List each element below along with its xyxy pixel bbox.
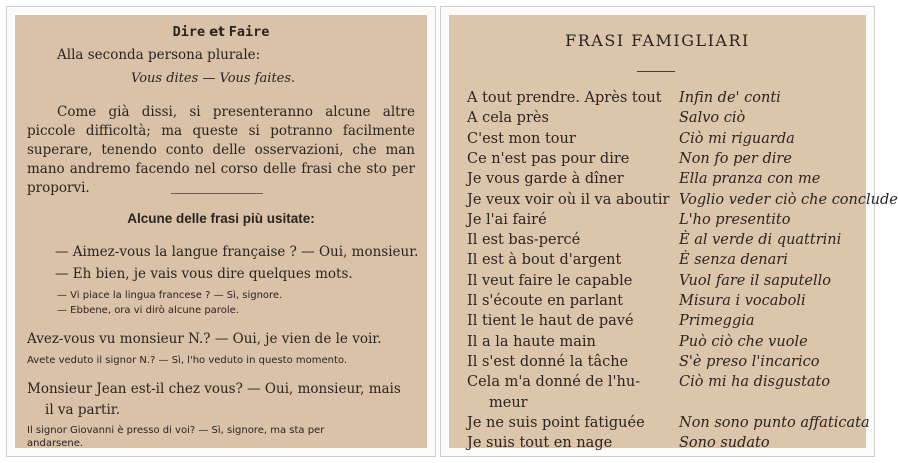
phrase-row [449, 313, 866, 333]
title-part-et: et [209, 24, 225, 40]
example-line: Vous dites — Vous faites. [131, 71, 296, 86]
phrase-french: Je l'ai fairé [467, 211, 547, 228]
phrase-italian: Può ciò che vuole [679, 333, 808, 350]
phrase-row [449, 273, 866, 293]
phrase-row [449, 131, 866, 151]
intro-paragraph: Come già dissi, si presenteranno alcune altre piccole difficoltà; ma queste si potranno facilmente superare, tenendo conto delle osservazioni, che man mano andremo facendo nel corso delle frasi che sto per proporvi. [27, 104, 415, 196]
phrase-french: Je veux voir où il va aboutir [467, 191, 670, 208]
dialogue1-fr-2: — Eh bien, je vais vous dire quelques mots. [55, 266, 353, 282]
intro-line: Alla seconda persona plurale: [57, 47, 261, 63]
phrase-french: A tout prendre. Après tout [467, 90, 662, 106]
phrase-italian: Sono sudato [679, 435, 770, 452]
phrase-italian: Vuol fare il saputello [679, 272, 831, 289]
phrase-italian: È senza denari [679, 252, 788, 269]
subheading: Alcune delle frasi più usitate: [127, 211, 315, 226]
phrase-italian: Voglio veder ciò che conclude [679, 191, 898, 208]
left-page-frame [6, 6, 436, 457]
phrase-french: Il tient le haut de pavé [467, 313, 634, 330]
phrase-french: Il veut faire le capable [467, 272, 633, 289]
phrase-french: Il est à bout d'argent [467, 252, 622, 269]
dialogue1-fr-1: — Aimez-vous la langue française ? — Oui, monsieur. [55, 244, 419, 260]
phrase-row [449, 151, 866, 171]
phrase-row [449, 252, 866, 272]
phrase-italian: Non fo per dire [679, 150, 792, 167]
dialogue1-it-2: — Ebbene, ora vi dirò alcune parole. [57, 305, 239, 316]
title-divider [637, 71, 675, 72]
phrase-french: C'est mon tour [467, 130, 576, 147]
title-part-faire: Faire [228, 24, 270, 40]
phrase-italian: Ciò mi ha disgustato [679, 374, 831, 391]
phrase-row [449, 212, 866, 232]
phrase-row [449, 374, 866, 394]
dialogue3-it-2: andarsene. [27, 438, 84, 449]
phrase-row [449, 414, 870, 435]
phrase-row [449, 395, 866, 415]
dialogue3-fr-1: Monsieur Jean est-il chez vous? — Oui, monsieur, mais [27, 381, 401, 397]
right-page [449, 15, 898, 452]
phrase-row [449, 354, 866, 374]
section-divider [171, 193, 263, 194]
phrase-row [449, 232, 866, 252]
phrase-row [449, 435, 866, 455]
phrase-row [449, 293, 866, 313]
dialogue3-it-1: Il signor Giovanni è presso di voi? — Sì, signore, ma sta per [27, 425, 325, 436]
dialogue2-it: Avete veduto il signor N.? — Sì, l'ho veduto in questo momento. [27, 355, 348, 366]
phrase-french: Il s'est donné la tâche [467, 353, 629, 370]
phrase-italian: Ciò mi riguarda [679, 130, 795, 147]
phrase-italian: Infin de' conti [679, 90, 781, 106]
phrase-french: A cela près [467, 110, 549, 127]
phrase-row [449, 171, 866, 191]
phrase-french: Il a la haute main [467, 333, 596, 350]
phrase-french: Cela m'a donné de l'hu- [467, 374, 641, 391]
phrase-italian: L'ho presentito [679, 211, 791, 228]
phrase-row [449, 110, 866, 130]
phrase-italian: Ella pranza con me [679, 171, 821, 188]
phrase-italian: S'è preso l'incarico [679, 353, 820, 370]
phrase-french: Je suis tout en nage [467, 435, 613, 452]
phrase-row [449, 191, 898, 212]
dialogue1-it-1: — Vi piace la lingua francese ? — Sì, signore. [57, 290, 283, 301]
section-title [15, 24, 427, 40]
phrase-french: Je ne suis point fatiguée [467, 414, 645, 431]
phrase-italian: Misura i vocaboli [679, 293, 806, 309]
phrase-row [449, 90, 866, 110]
page-title: FRASI FAMIGLIARI [565, 31, 750, 50]
phrase-french: meur [489, 394, 528, 411]
phrase-french: Il s'écoute en parlant [467, 293, 624, 309]
phrase-italian: Non sono punto affaticata [679, 414, 870, 431]
title-part-dire: Dire [172, 24, 206, 40]
dialogue3-fr-2: il va partir. [45, 402, 121, 418]
dialogue2-fr: Avez-vous vu monsieur N.? — Oui, je vien de le voir. [27, 331, 382, 347]
phrase-italian: È al verde di quattrini [679, 232, 842, 249]
right-page-frame [440, 6, 898, 457]
phrase-italian: Primeggia [679, 313, 755, 330]
left-page [15, 15, 427, 448]
phrase-french: Il est bas-percé [467, 232, 581, 249]
phrase-french: Je vous garde à dîner [467, 171, 624, 188]
phrase-italian: Salvo ciò [679, 110, 746, 127]
phrase-row [449, 334, 866, 354]
phrase-french: Ce n'est pas pour dire [467, 150, 630, 167]
